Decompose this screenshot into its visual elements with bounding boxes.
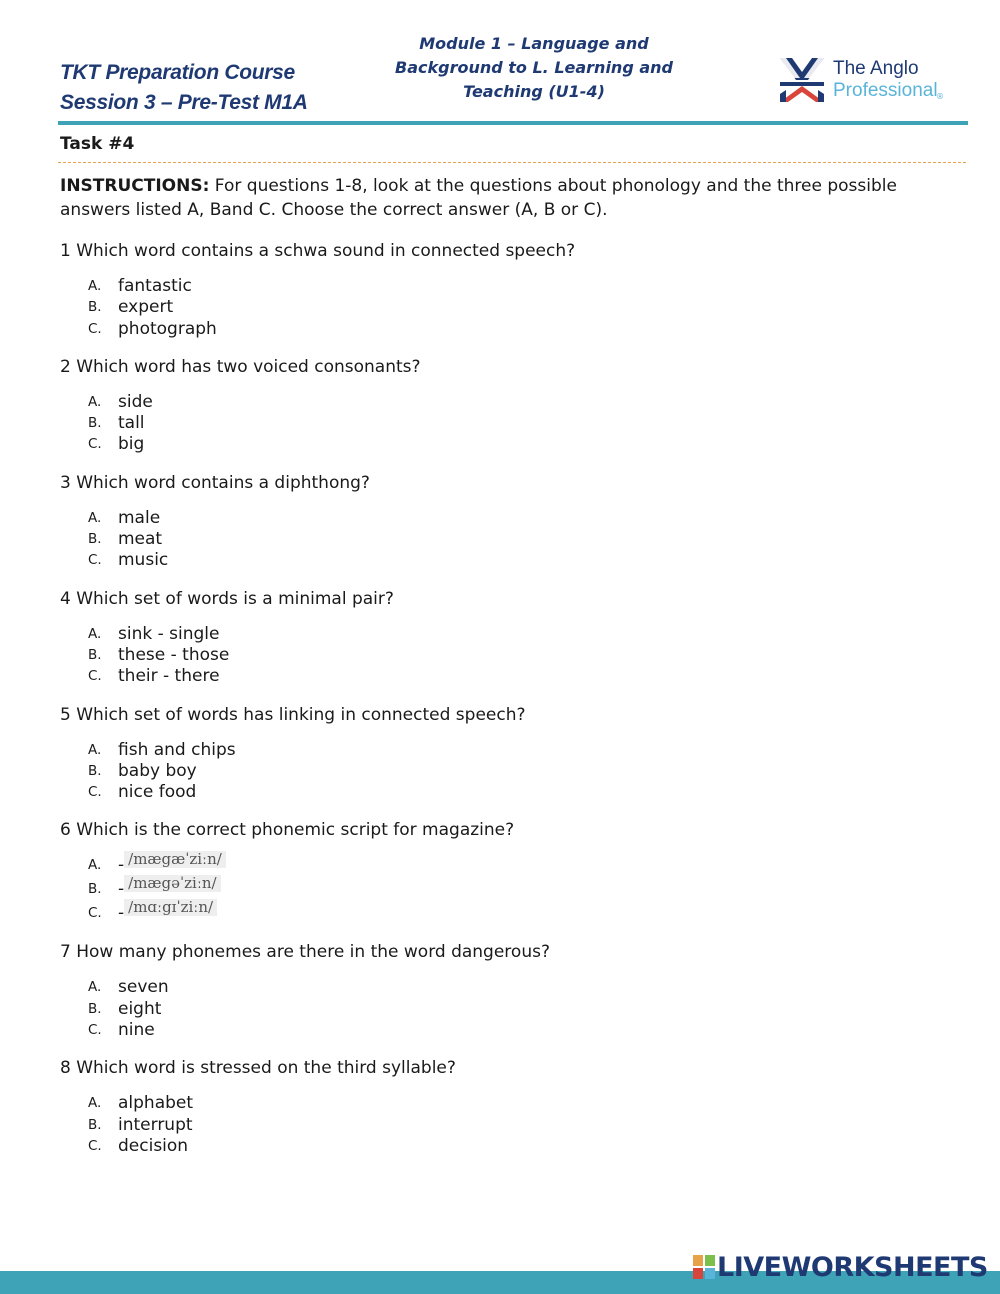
answer-option[interactable] [60,782,960,803]
liveworksheets-logo-icon [693,1255,715,1279]
module-title-line3: Teaching (U1-4) [463,82,605,101]
answer-option[interactable] [60,297,960,318]
question-text: 4 Which set of words is a minimal pair? [60,588,394,609]
answer-option[interactable] [60,740,960,761]
answer-option[interactable] [60,666,960,687]
answer-option[interactable] [60,898,960,925]
answer-option[interactable] [60,276,960,297]
option-letter: B. [88,881,102,898]
answer-option[interactable] [60,1136,960,1157]
option-text: music [118,550,169,571]
union-flag-icon [778,56,826,106]
answer-option[interactable] [60,1093,960,1114]
option-dash: - [118,855,125,876]
option-letter: C. [88,668,102,685]
option-text: fish and chips [118,739,236,760]
option-text: nice food [118,782,197,803]
answer-option[interactable] [60,645,960,666]
question-1 [60,239,960,340]
option-text: expert [118,297,174,318]
answer-options [60,1093,960,1157]
option-letter: C. [88,436,102,453]
question-3 [60,471,960,572]
option-text: alphabet [118,1093,194,1114]
option-letter: A. [88,393,102,410]
phonemic-script: /mægəˈziːn/ [124,875,220,892]
answer-options [60,977,960,1041]
answer-option[interactable] [60,508,960,529]
dashed-divider [58,162,966,163]
option-text: fantastic [118,276,192,296]
course-title [60,58,308,118]
instructions-text: For questions 1-8, look at the questions about phonology and the three possible answers listed A, Band C. Choose the correct answer (A, B or C). [60,176,897,220]
option-text: tall [118,413,145,434]
instructions [60,174,960,222]
question-text: 8 Which word is stressed on the third syllable? [60,1058,456,1079]
question-6 [60,818,960,925]
answer-option[interactable] [60,761,960,782]
module-title-line2: Background to L. Learning and [395,58,673,77]
course-title-line2: Session 3 – Pre-Test M1A [60,91,308,114]
option-letter: B. [88,1116,102,1133]
question-text: 7 How many phonemes are there in the word dangerous? [60,942,550,963]
option-text: seven [118,977,169,998]
option-letter: B. [88,531,102,548]
question-4 [60,587,960,688]
option-letter: A. [88,625,102,642]
answer-options [60,276,960,340]
option-letter: B. [88,762,102,779]
phonemic-option [118,898,217,925]
option-text: baby boy [118,760,197,781]
question-text: 1 Which word contains a schwa sound in connected speech? [60,241,576,261]
question-text: 3 Which word contains a diphthong? [60,472,370,493]
option-text: eight [118,998,162,1019]
phonemic-script: /mægæˈziːn/ [124,851,226,868]
option-text: side [118,391,153,412]
question-text: 5 Which set of words has linking in connected speech? [60,704,526,725]
option-letter: A. [88,509,102,526]
option-text: these - those [118,644,230,665]
answer-option[interactable] [60,392,960,413]
option-text: big [118,434,145,455]
option-letter: A. [88,979,102,996]
course-title-line1: TKT Preparation Course [60,61,295,84]
option-text: interrupt [118,1114,193,1135]
question-5 [60,703,960,804]
logo-text [833,58,938,102]
answer-option[interactable] [60,434,960,455]
option-letter: B. [88,1000,102,1017]
option-letter: C. [88,784,102,801]
registered-mark: ® [936,92,944,101]
option-text: nine [118,1020,155,1041]
option-letter: A. [88,278,102,294]
option-text: sink - single [118,623,220,644]
liveworksheets-text: LIVEWORKSHEETS [717,1252,988,1283]
option-letter: A. [88,1095,102,1112]
option-text: male [118,507,161,528]
question-text: 2 Which word has two voiced consonants? [60,356,421,377]
option-letter: C. [88,552,102,569]
option-letter: B. [88,646,102,663]
logo-line1: The Anglo [833,58,919,79]
option-letter: C. [88,1137,102,1154]
option-letter: C. [88,1022,102,1039]
header-divider [58,121,968,125]
question-7 [60,940,960,1041]
liveworksheets-brand[interactable] [693,1252,988,1284]
answer-option[interactable] [60,977,960,998]
module-title-line1: Module 1 – Language and [419,34,649,53]
answer-option[interactable] [60,319,960,340]
option-letter: C. [88,320,102,337]
option-letter: A. [88,741,102,758]
option-text: photograph [118,318,217,339]
option-dash: - [118,903,125,924]
answer-options [60,624,960,688]
option-text: meat [118,529,163,550]
option-dash: - [118,879,125,900]
answer-options [60,740,960,804]
module-title [380,32,688,104]
answer-option[interactable] [60,550,960,571]
logo-line2: Professional [833,80,938,101]
anglo-professional-logo [778,56,948,106]
option-letter: B. [88,299,102,316]
question-text: 6 Which is the correct phonemic script for magazine? [60,820,515,841]
option-text: their - there [118,666,220,687]
answer-options [60,508,960,572]
answer-options [60,850,960,925]
question-8 [60,1056,960,1157]
option-letter: A. [88,857,102,874]
answer-option[interactable] [60,529,960,550]
task-title: Task #4 [60,134,135,154]
answer-option[interactable] [60,624,960,645]
answer-option[interactable] [60,999,960,1020]
option-letter: B. [88,415,102,432]
answer-option[interactable] [60,413,960,434]
answer-options [60,392,960,456]
phonemic-script: /mɑːgɪˈziːn/ [124,899,217,916]
question-list [60,239,960,1157]
answer-option[interactable] [60,1020,960,1041]
option-letter: C. [88,905,102,922]
question-2 [60,355,960,456]
option-text: decision [118,1135,189,1156]
instructions-label: INSTRUCTIONS: [60,176,210,196]
answer-option[interactable] [60,1115,960,1136]
